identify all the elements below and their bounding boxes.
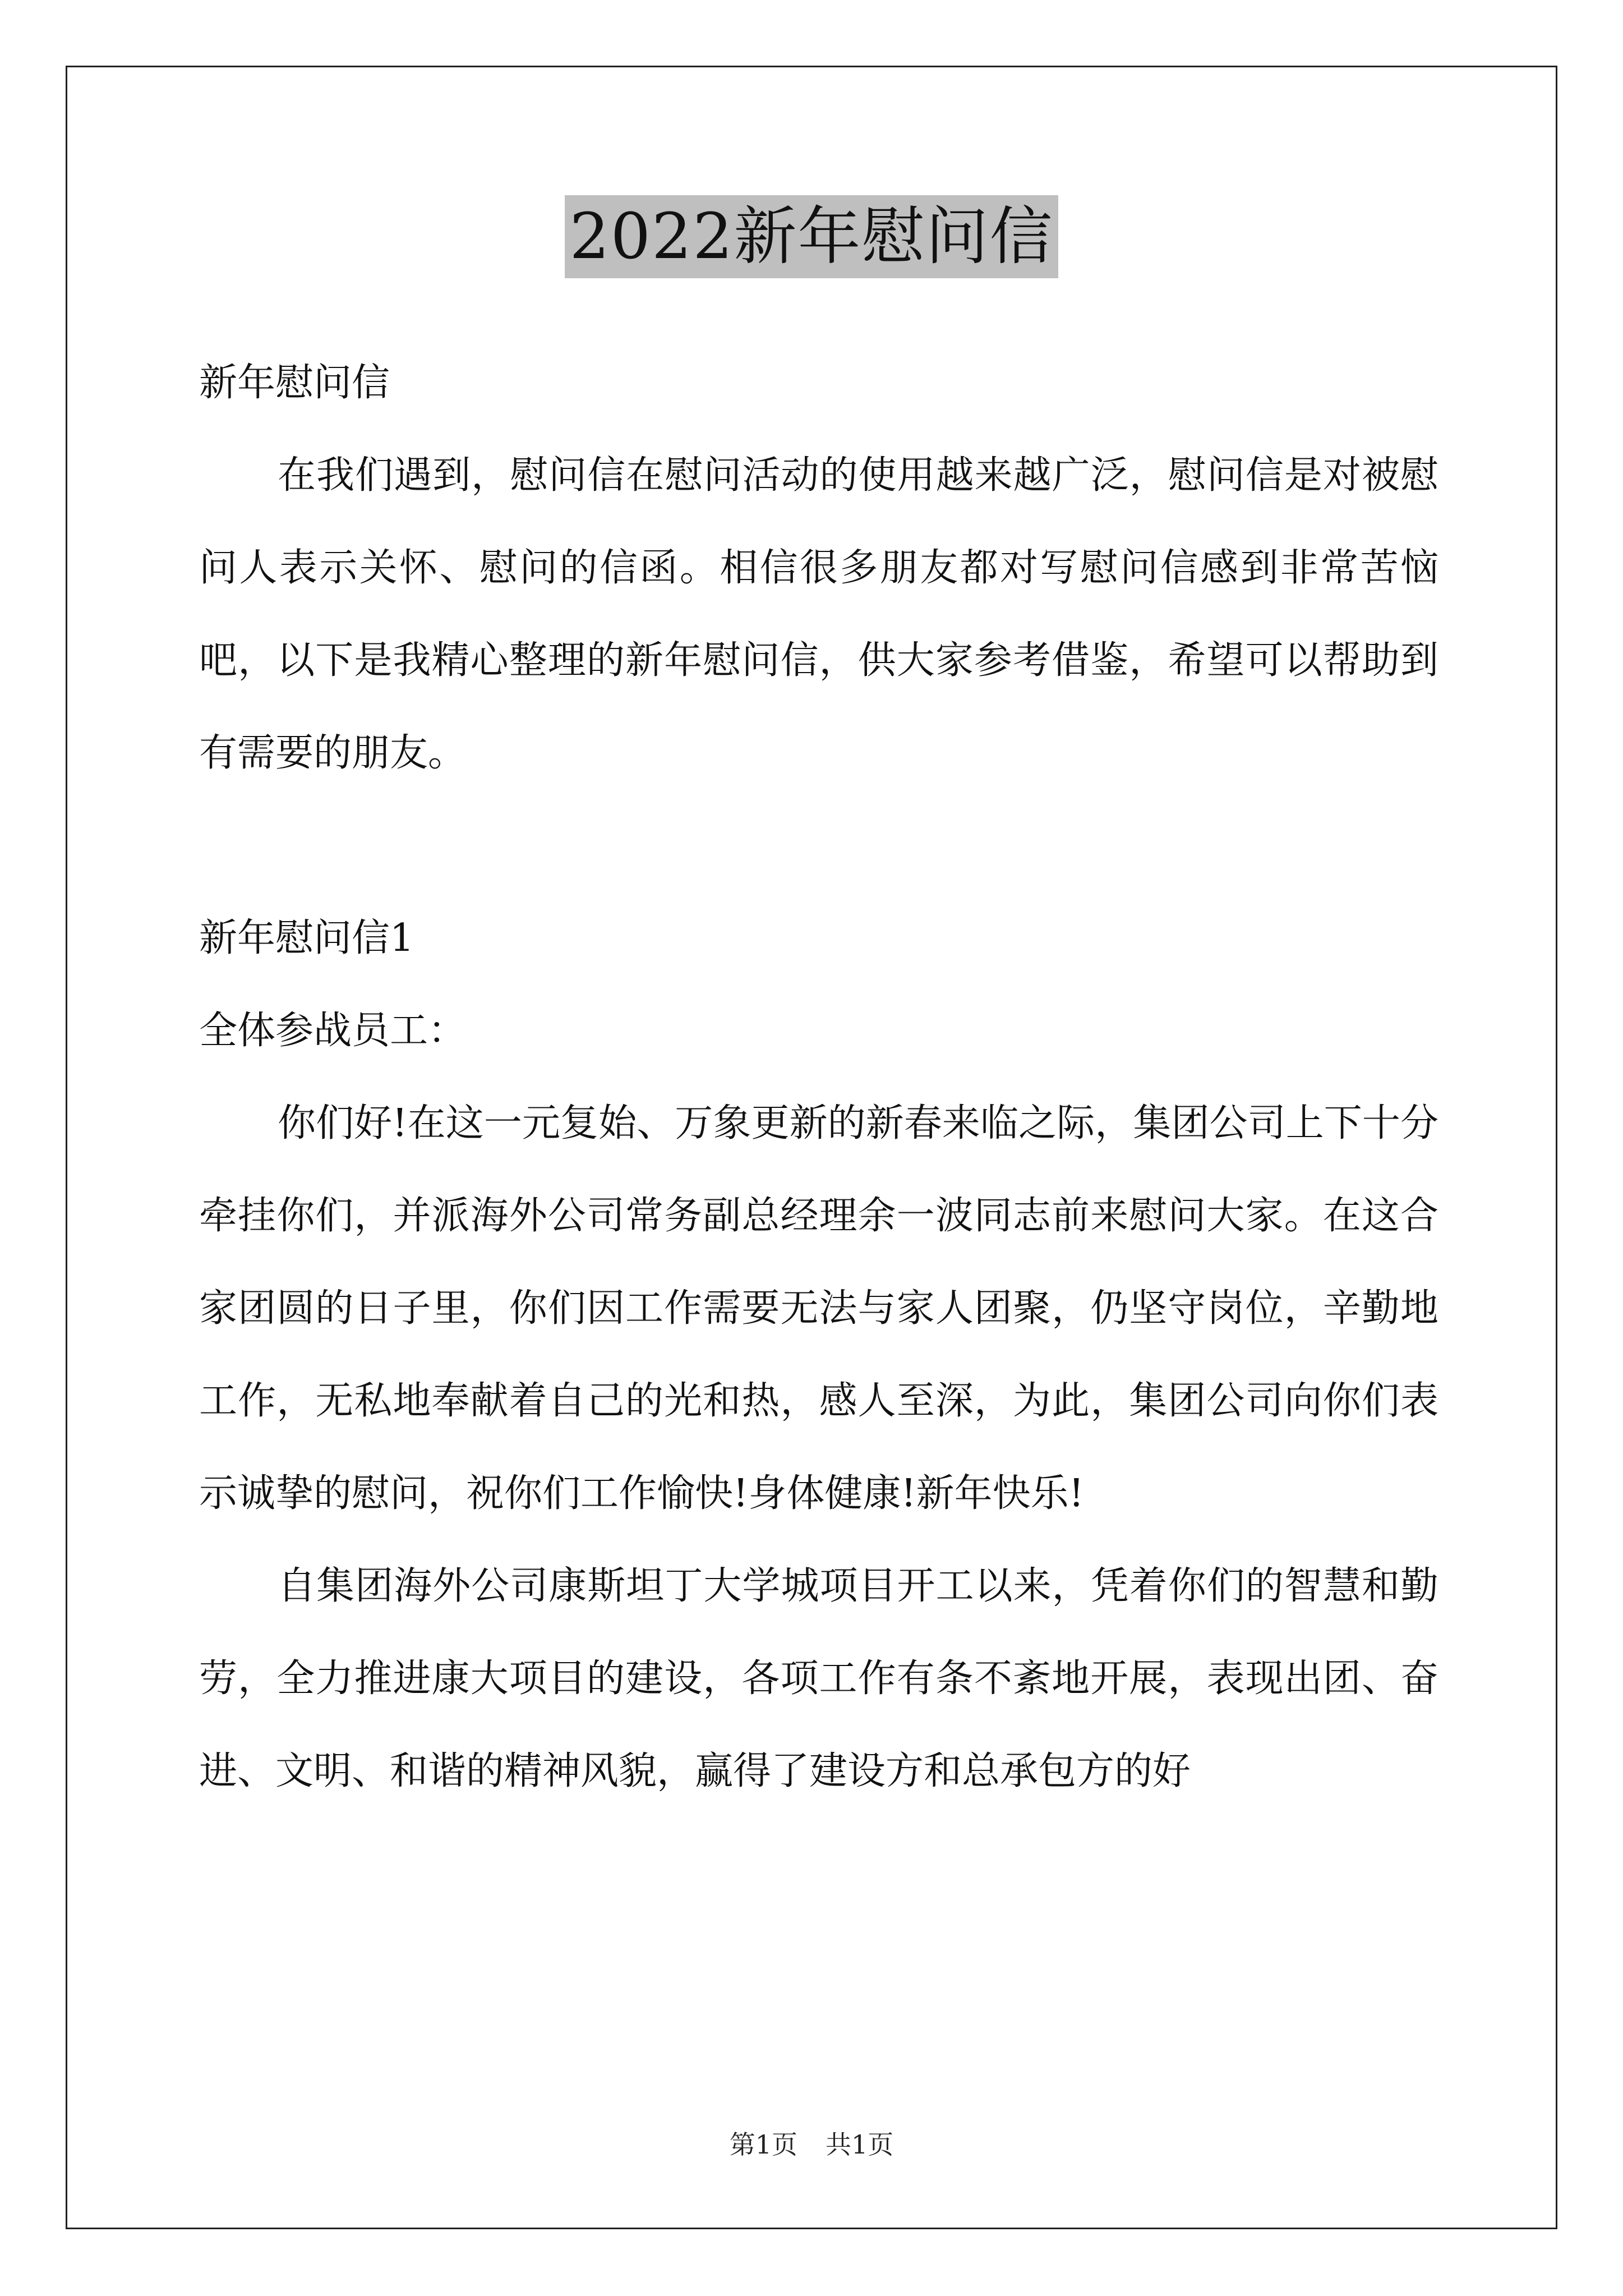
body-paragraph-1: 你们好!在这一元复始、万象更新的新春来临之际，集团公司上下十分牵挂你们，并派海外公司常务副总经理余一波同志前来慰问大家。在这合家团圆的日子里，你们因工作需要无法与家人团聚，仍坚守岗位，辛勤地工作，无私地奉献着自己的光和热，感人至深，为此，集团公司向你们表示诚挚的慰问，祝你们工作愉快!身体健康!新年快乐! — [199, 1101, 1438, 1516]
salutation: 全体参战员工： — [199, 1009, 467, 1053]
document-title: 2022新年慰问信 — [565, 195, 1058, 278]
page-footer — [0, 2128, 1623, 2161]
intro-paragraph: 在我们遇到，慰问信在慰问活动的使用越来越广泛，慰问信是对被慰问人表示关怀、慰问的信函。相信很多朋友都对写慰问信感到非常苦恼吧，以下是我精心整理的新年慰问信，供大家参考借鉴，希望可以帮助到有需要的朋友。 — [199, 453, 1438, 775]
document-body — [199, 337, 1438, 1818]
section-title: 新年慰问信1 — [199, 916, 414, 960]
page-number-current: 第1页 — [729, 2129, 797, 2160]
body-paragraph-2: 自集团海外公司康斯坦丁大学城项目开工以来，凭着你们的智慧和勤劳，全力推进康大项目的建设，各项工作有条不紊地开展，表现出团、奋进、文明、和谐的精神风貌，赢得了建设方和总承包方的好 — [199, 1564, 1438, 1793]
document-heading: 新年慰问信 — [199, 361, 390, 405]
page-number-total: 共1页 — [826, 2129, 894, 2160]
title-container — [0, 195, 1623, 278]
